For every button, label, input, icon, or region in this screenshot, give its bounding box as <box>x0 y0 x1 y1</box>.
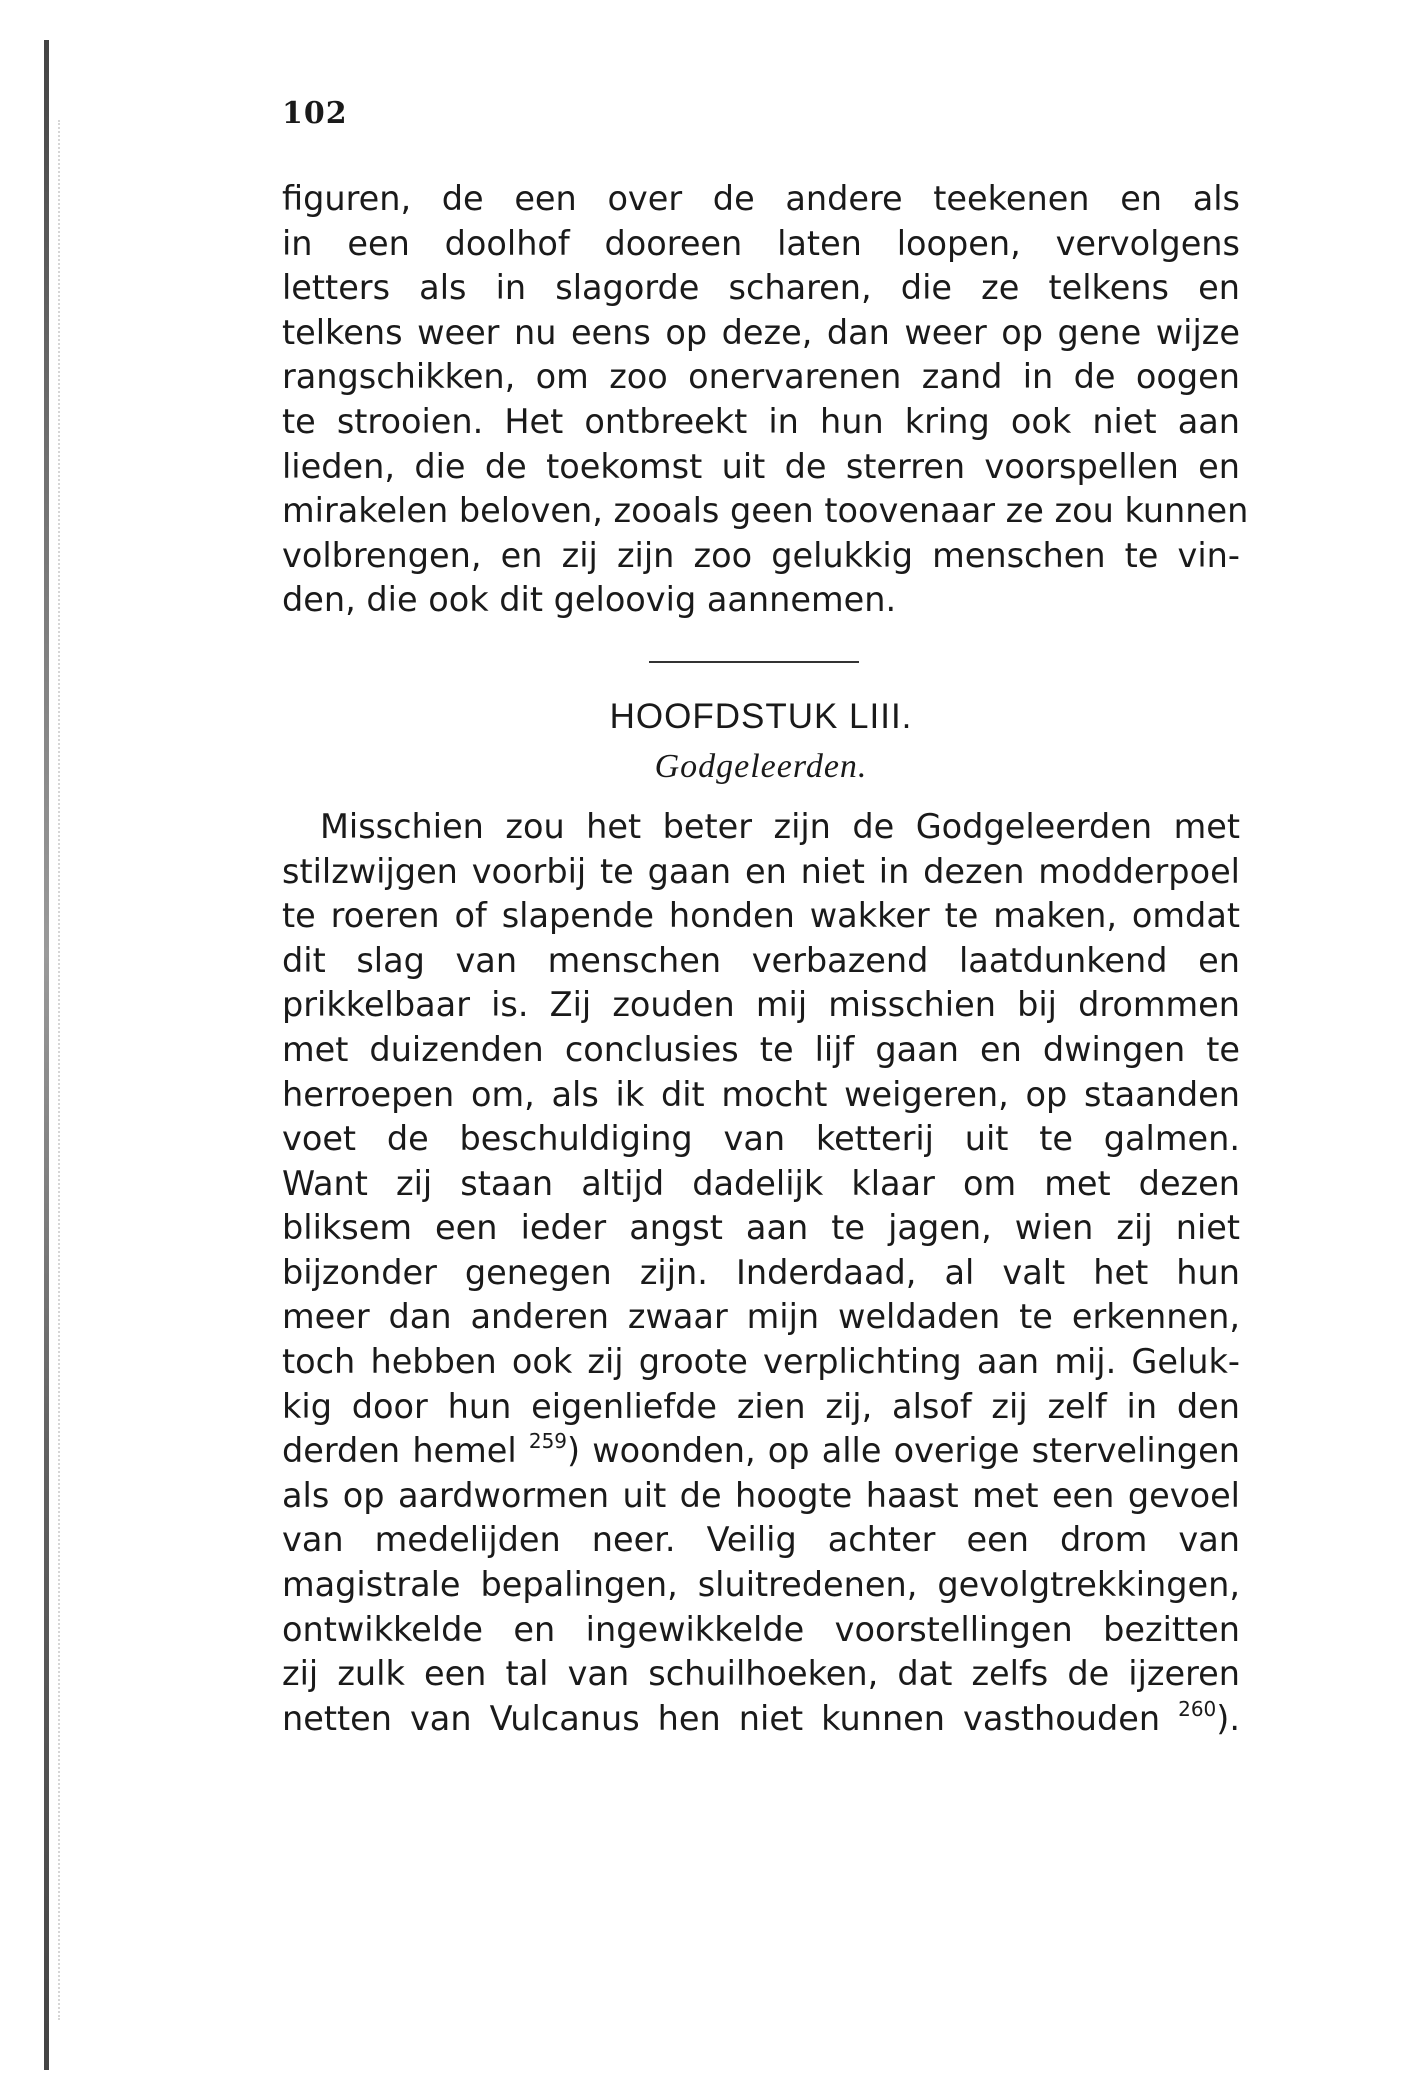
chapter-heading: HOOFDSTUK LIII. <box>609 696 913 736</box>
text-line: bliksem een ieder angst aan te jagen, wien zij niet <box>282 1208 1240 1248</box>
text-line: kig door hun eigenliefde zien zij, alsof zij zelf in den <box>282 1386 1240 1426</box>
text-line: den, die ook dit geloovig aannemen. <box>282 580 897 620</box>
line-text-before: netten van Vulcanus hen niet kunnen vasthouden <box>282 1698 1179 1738</box>
book-binding-edge <box>44 40 49 2070</box>
text-line: ontwikkelde en ingewikkelde voorstellingen bezitten <box>282 1609 1240 1649</box>
footnote-ref-259: 259 <box>528 1429 568 1454</box>
paragraph-2 <box>282 805 1240 1741</box>
text-line: toch hebben ook zij groote verplichting aan mij. Geluk- <box>282 1342 1240 1382</box>
line-text-after: ) woonden, op alle overige stervelingen <box>567 1431 1240 1471</box>
text-line: met duizenden conclusies te lijf gaan en dwingen te <box>282 1029 1240 1069</box>
text-line: rangschikken, om zoo onervarenen zand in de oogen <box>282 357 1240 397</box>
text-line: stilzwijgen voorbij te gaan en niet in dezen modderpoel <box>282 851 1240 891</box>
text-line: magistrale bepalingen, sluitredenen, gevolgtrekkingen, <box>282 1565 1240 1605</box>
text-line: lieden, die de toekomst uit de sterren voorspellen en <box>282 446 1240 486</box>
text-line: Want zij staan altijd dadelijk klaar om met dezen <box>282 1163 1240 1203</box>
text-line-with-footnote <box>282 1697 1240 1742</box>
text-line: zij zulk een tal van schuilhoeken, dat zelfs de ijzeren <box>282 1654 1240 1694</box>
text-line: voet de beschuldiging van ketterij uit te galmen. <box>282 1119 1240 1159</box>
text-line: volbrengen, en zij zijn zoo gelukkig menschen te vin- <box>282 535 1240 575</box>
text-line: telkens weer nu eens op deze, dan weer op gene wijze <box>282 312 1240 352</box>
paragraph-1 <box>282 177 1249 623</box>
page-number: 102 <box>282 96 348 131</box>
section-divider <box>649 661 859 663</box>
text-line: mirakelen beloven, zooals geen toovenaar ze zou kunnen <box>282 491 1249 531</box>
text-line: figuren, de een over de andere teekenen en als <box>282 179 1240 218</box>
line-text-before: derden hemel <box>282 1431 529 1471</box>
text-line: te strooien. Het ontbreekt in hun kring ook niet aan <box>282 401 1240 441</box>
line-text-after: ). <box>1216 1698 1240 1738</box>
text-line: dit slag van menschen verbazend laatdunkend en <box>282 940 1240 980</box>
text-line: prikkelbaar is. Zij zouden mij misschien bij drommen <box>282 985 1240 1025</box>
text-line: als op aardwormen uit de hoogte haast met een gevoel <box>282 1475 1240 1515</box>
text-line-with-footnote <box>282 1429 1240 1474</box>
text-line: herroepen om, als ik dit mocht weigeren, op staanden <box>282 1074 1240 1114</box>
footnote-ref-260: 260 <box>1178 1696 1217 1721</box>
text-line: Misschien zou het beter zijn de Godgeleerden met <box>320 806 1240 846</box>
text-line: van medelijden neer. Veilig achter een drom van <box>282 1520 1240 1560</box>
text-line: bijzonder genegen zijn. Inderdaad, al valt het hun <box>282 1252 1240 1292</box>
text-line: te roeren of slapende honden wakker te maken, omdat <box>282 896 1240 936</box>
text-line: in een doolhof dooreen laten loopen, vervolgens <box>282 223 1240 263</box>
book-page <box>282 96 1249 1741</box>
text-line: letters als in slagorde scharen, die ze telkens en <box>282 268 1240 308</box>
text-line: meer dan anderen zwaar mijn weldaden te erkennen, <box>282 1297 1240 1337</box>
scan-speckle <box>58 120 64 2020</box>
chapter-subtitle: Godgeleerden. <box>654 747 868 785</box>
